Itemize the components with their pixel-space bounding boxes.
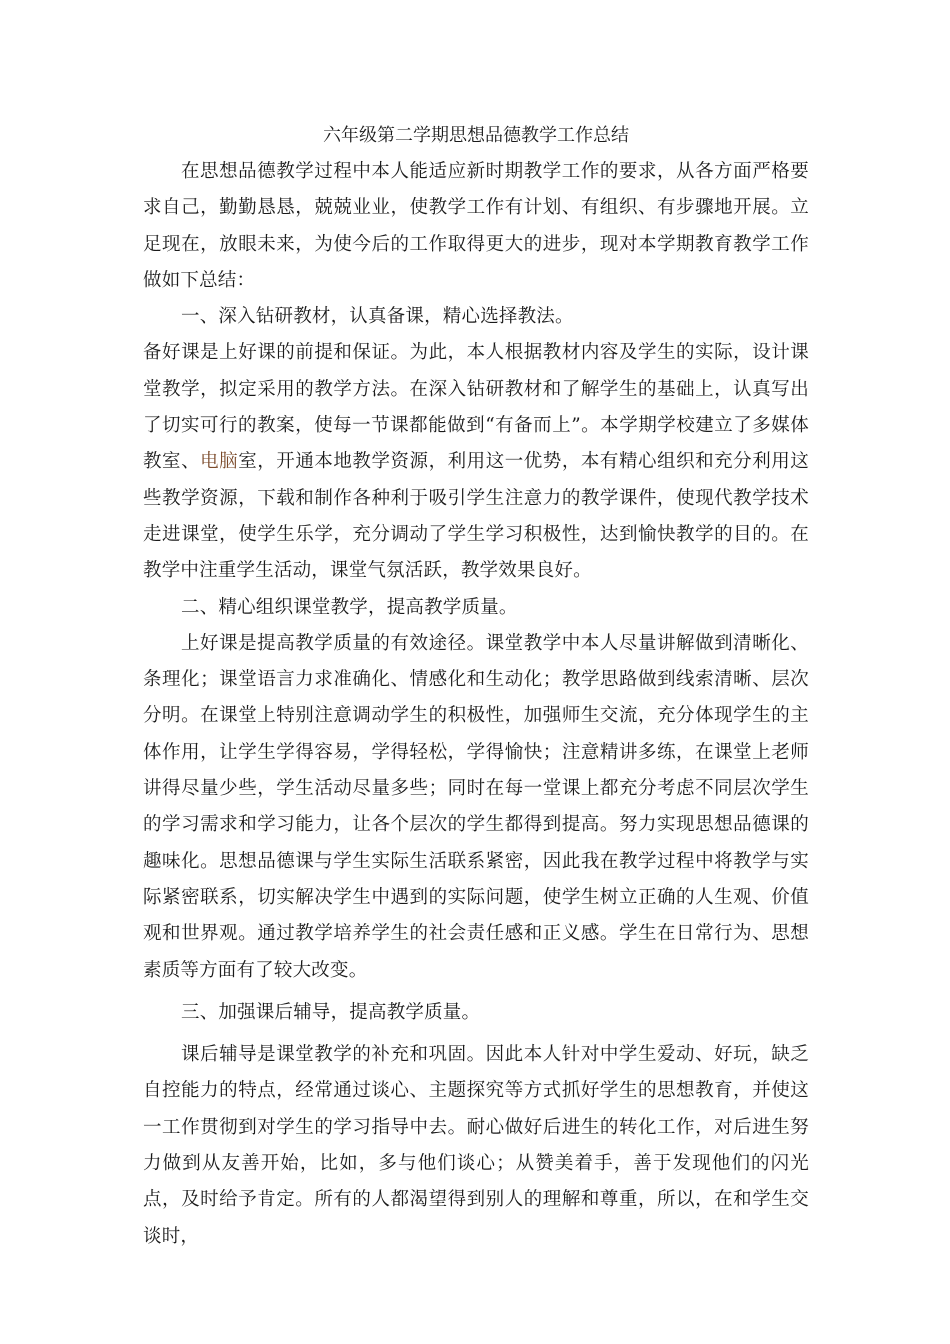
document-page	[143, 118, 809, 1255]
section-2-body: 上好课是提高教学质量的有效途径。课堂教学中本人尽量讲解做到清晰化、条理化；课堂语言力求准确化、情感化和生动化；教学思路做到线索清晰、层次分明。在课堂上特别注意调动学生的积极性，加强师生交流，充分体现学生的主体作用，让学生学得容易，学得轻松，学得愉快；注意精讲多练，在课堂上老师讲得尽量少些，学生活动尽量多些；同时在每一堂课上都充分考虑不同层次学生的学习需求和学习能力，让各个层次的学生都得到提高。努力实现思想品德课的趣味化。思想品德课与学生实际生活联系紧密，因此我在教学过程中将教学与实际紧密联系，切实解决学生中遇到的实际问题，使学生树立正确的人生观、价值观和世界观。通过教学培养学生的社会责任感和正义感。学生在日常行为、思想素质等方面有了较大改变。	[143, 632, 809, 981]
section-3-body: 课后辅导是课堂教学的补充和巩固。因此本人针对中学生爱动、好玩，缺乏自控能力的特点，经常通过谈心、主题探究等方式抓好学生的思想教育，并使这一工作贯彻到对学生的学习指导中去。耐心做好后进生的转化工作，对后进生努力做到从友善开始，比如，多与他们谈心；从赞美着手，善于发现他们的闪光点，及时给予肯定。所有的人都渴望得到别人的理解和尊重，所以，在和学生交谈时，	[143, 1044, 809, 1247]
section-1-body-part-a: 备好课是上好课的前提和保证。为此，本人根据教材内容及学生的实际，设计课堂教学，拟定采用的教学方法。在深入钻研教材和了解学生的基础上，认真写出了切实可行的教案，使每一节课都能做到“有备而上”。本学期学校建立了多媒体教室、	[143, 342, 809, 473]
section-2-heading: 二、精心组织课堂教学，提高教学质量。	[181, 596, 518, 618]
section-3-heading: 三、加强课后辅导，提高教学质量。	[181, 1001, 481, 1023]
intro-paragraph: 在思想品德教学过程中本人能适应新时期教学工作的要求，从各方面严格要求自己，勤勤恳恳，兢兢业业，使教学工作有计划、有组织、有步骤地开展。立足现在，放眼未来，为使今后的工作取得更大的进步，现对本学期教育教学工作做如下总结：	[143, 161, 809, 291]
section-1-body-part-b: 室，开通本地教学资源，利用这一优势，本有精心组织和充分利用这些教学资源，下载和制作各种利于吸引学生注意力的教学课件，使现代教学技术走进课堂，使学生乐学，充分调动了学生学习积极性，达到愉快教学的目的。在教学中注重学生活动，课堂气氛活跃，教学效果良好。	[143, 451, 809, 582]
section-1-body	[143, 335, 809, 589]
section-1-heading: 一、深入钻研教材，认真备课，精心选择教法。	[181, 306, 574, 328]
document-title: 六年级第二学期思想品德教学工作总结	[323, 125, 629, 146]
computer-link[interactable]: 电脑	[200, 451, 239, 473]
